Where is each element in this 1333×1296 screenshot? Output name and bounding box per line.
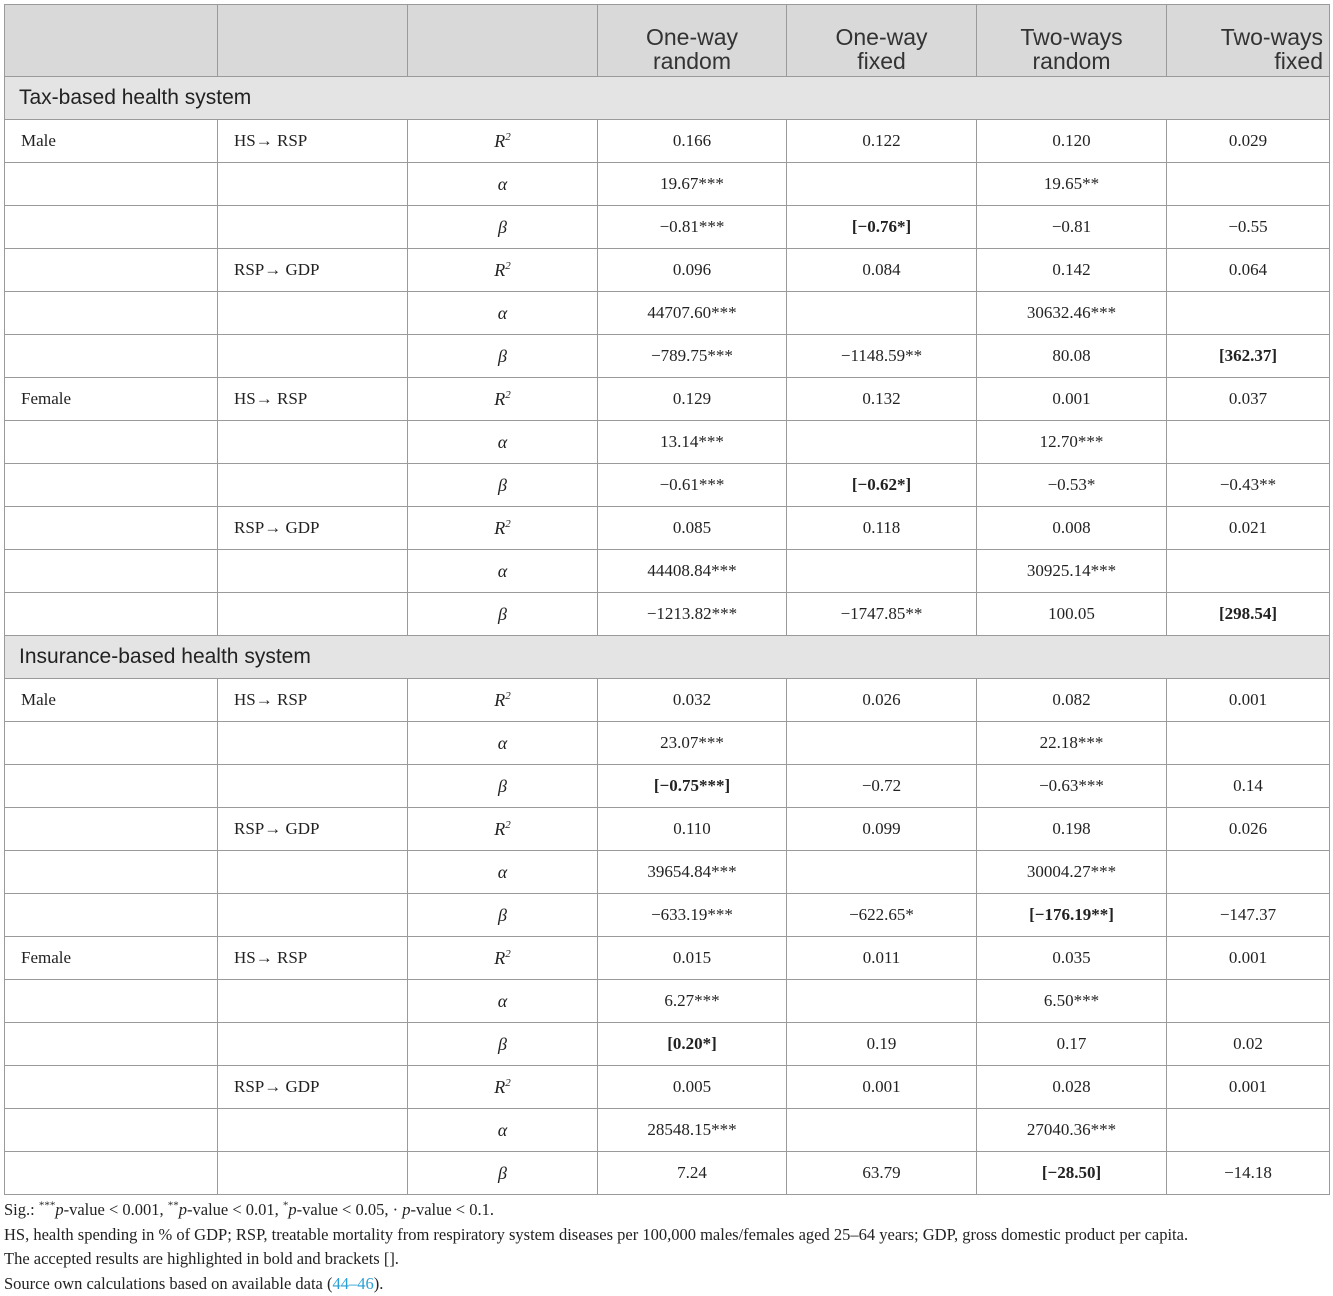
two-ways-fixed-cell [1167,1109,1330,1152]
statistic-cell [408,937,598,980]
one-way-fixed-cell: −622.65* [787,894,977,937]
table-row [5,1023,1330,1066]
statistic-cell [408,421,598,464]
one-way-fixed-cell [787,550,977,593]
two-ways-fixed-cell: −0.55 [1167,206,1330,249]
section-title: Insurance-based health system [5,636,1330,679]
statistic-symbol: R [494,689,506,710]
two-ways-random-cell: 22.18*** [977,722,1167,765]
group-cell [5,335,218,378]
statistic-symbol: R [494,1076,506,1097]
two-ways-fixed-cell: 0.037 [1167,378,1330,421]
statistic-symbol: β [498,345,507,366]
two-ways-fixed-cell: 0.001 [1167,679,1330,722]
statistic-superscript: 2 [505,947,511,960]
statistic-superscript: 2 [505,259,511,272]
two-ways-random-cell: 12.70*** [977,421,1167,464]
group-cell [5,550,218,593]
group-cell [5,894,218,937]
group-cell [5,1109,218,1152]
statistic-symbol: α [497,431,508,452]
group-cell [5,593,218,636]
one-way-fixed-cell: −1747.85** [787,593,977,636]
table-row [5,894,1330,937]
two-ways-random-cell: [−28.50] [977,1152,1167,1195]
one-way-random-cell: [0.20*] [598,1023,787,1066]
header-row [5,5,1330,77]
one-way-fixed-cell: 0.001 [787,1066,977,1109]
header-empty-1 [5,5,218,77]
statistic-cell [408,1066,598,1109]
two-ways-fixed-cell: −147.37 [1167,894,1330,937]
statistic-symbol: α [497,173,508,194]
one-way-fixed-cell: 0.084 [787,249,977,292]
two-ways-random-cell: 0.120 [977,120,1167,163]
model-cell: HS→ RSP [218,378,408,421]
section-title: Tax-based health system [5,77,1330,120]
group-cell [5,249,218,292]
statistic-symbol: α [497,732,508,753]
table-row [5,980,1330,1023]
two-ways-fixed-cell [1167,292,1330,335]
model-cell [218,292,408,335]
two-ways-random-cell: −0.63*** [977,765,1167,808]
reference-link[interactable]: 44–46 [332,1273,374,1293]
statistic-cell [408,120,598,163]
group-cell: Male [5,120,218,163]
results-table [4,4,1330,1195]
results-table-container [4,4,1329,1195]
model-cell [218,335,408,378]
two-ways-random-cell: [−176.19**] [977,894,1167,937]
model-cell [218,593,408,636]
group-cell: Male [5,679,218,722]
two-ways-random-cell: 19.65** [977,163,1167,206]
one-way-random-cell: 0.032 [598,679,787,722]
table-row [5,550,1330,593]
one-way-fixed-cell: 0.132 [787,378,977,421]
model-cell [218,980,408,1023]
footnote-source: Source own calculations based on available data (44–46). [4,1273,384,1293]
one-way-fixed-cell: 0.19 [787,1023,977,1066]
header-empty-3 [408,5,598,77]
group-cell [5,421,218,464]
one-way-random-cell: 0.096 [598,249,787,292]
statistic-symbol: β [498,1033,507,1054]
model-cell [218,851,408,894]
one-way-random-cell: 0.166 [598,120,787,163]
two-ways-random-cell: 0.198 [977,808,1167,851]
table-row [5,292,1330,335]
table-row [5,378,1330,421]
two-ways-fixed-cell: [298.54] [1167,593,1330,636]
two-ways-random-cell: 0.001 [977,378,1167,421]
two-ways-random-cell: 80.08 [977,335,1167,378]
statistic-symbol: α [497,990,508,1011]
statistic-cell [408,249,598,292]
statistic-superscript: 2 [505,1076,511,1089]
two-ways-fixed-cell: 0.021 [1167,507,1330,550]
table-row [5,464,1330,507]
two-ways-fixed-cell: 0.064 [1167,249,1330,292]
two-ways-fixed-cell [1167,421,1330,464]
two-ways-fixed-cell [1167,851,1330,894]
statistic-symbol: β [498,474,507,495]
one-way-random-cell: −0.61*** [598,464,787,507]
statistic-superscript: 2 [505,388,511,401]
statistic-cell [408,765,598,808]
two-ways-random-cell: 30004.27*** [977,851,1167,894]
two-ways-random-cell: 0.035 [977,937,1167,980]
group-cell: Female [5,937,218,980]
two-ways-fixed-cell: [362.37] [1167,335,1330,378]
header-one-way-random: One-way random [598,5,787,77]
model-cell: HS→ RSP [218,679,408,722]
table-row [5,249,1330,292]
statistic-symbol: R [494,947,506,968]
model-cell: HS→ RSP [218,120,408,163]
two-ways-random-cell: −0.81 [977,206,1167,249]
one-way-fixed-cell [787,292,977,335]
model-cell [218,1023,408,1066]
footnote-accepted: The accepted results are highlighted in bold and brackets []. [4,1249,399,1268]
statistic-symbol: R [494,517,506,538]
one-way-fixed-cell: [−0.76*] [787,206,977,249]
one-way-random-cell: 23.07*** [598,722,787,765]
statistic-symbol: α [497,1119,508,1140]
statistic-cell [408,550,598,593]
two-ways-fixed-cell: −0.43** [1167,464,1330,507]
statistic-cell [408,851,598,894]
table-row [5,421,1330,464]
one-way-fixed-cell [787,722,977,765]
one-way-fixed-cell: −1148.59** [787,335,977,378]
two-ways-random-cell: 27040.36*** [977,1109,1167,1152]
model-cell [218,1152,408,1195]
group-cell: Female [5,378,218,421]
statistic-cell [408,464,598,507]
table-footnotes [4,1198,1329,1296]
table-row [5,808,1330,851]
one-way-random-cell: 39654.84*** [598,851,787,894]
one-way-random-cell: 13.14*** [598,421,787,464]
statistic-cell [408,1023,598,1066]
table-row [5,1109,1330,1152]
one-way-random-cell: 0.015 [598,937,787,980]
model-cell: RSP→ GDP [218,1066,408,1109]
group-cell [5,1066,218,1109]
footnote-abbreviations: HS, health spending in % of GDP; RSP, treatable mortality from respiratory system diseases per 100,000 males/females aged 25–64 years; GDP, gross domestic product per capita. [4,1224,1189,1244]
statistic-symbol: β [498,216,507,237]
two-ways-fixed-cell [1167,722,1330,765]
group-cell [5,808,218,851]
one-way-random-cell: 6.27*** [598,980,787,1023]
statistic-cell [408,1109,598,1152]
two-ways-random-cell: 0.082 [977,679,1167,722]
statistic-symbol: R [494,130,506,151]
one-way-fixed-cell [787,1109,977,1152]
model-cell [218,464,408,507]
one-way-random-cell: 0.085 [598,507,787,550]
two-ways-random-cell: 100.05 [977,593,1167,636]
two-ways-fixed-cell [1167,550,1330,593]
one-way-random-cell: 0.005 [598,1066,787,1109]
model-cell: RSP→ GDP [218,507,408,550]
table-row [5,1066,1330,1109]
two-ways-random-cell: 6.50*** [977,980,1167,1023]
two-ways-random-cell: 0.142 [977,249,1167,292]
statistic-cell [408,206,598,249]
two-ways-fixed-cell [1167,980,1330,1023]
group-cell [5,464,218,507]
table-row [5,1152,1330,1195]
two-ways-random-cell: 30925.14*** [977,550,1167,593]
group-cell [5,1152,218,1195]
statistic-symbol: β [498,603,507,624]
header-two-ways-fixed: Two-ways fixed [1167,5,1330,77]
statistic-superscript: 2 [505,517,511,530]
statistic-symbol: α [497,861,508,882]
statistic-cell [408,292,598,335]
statistic-cell [408,593,598,636]
header-empty-2 [218,5,408,77]
statistic-symbol: β [498,775,507,796]
statistic-cell [408,1152,598,1195]
statistic-cell [408,980,598,1023]
two-ways-random-cell: 0.028 [977,1066,1167,1109]
two-ways-fixed-cell [1167,163,1330,206]
two-ways-random-cell: 30632.46*** [977,292,1167,335]
statistic-symbol: β [498,904,507,925]
table-row [5,163,1330,206]
one-way-random-cell: −633.19*** [598,894,787,937]
section-row [5,77,1330,120]
statistic-cell [408,378,598,421]
two-ways-fixed-cell: 0.029 [1167,120,1330,163]
model-cell [218,765,408,808]
one-way-fixed-cell [787,851,977,894]
two-ways-random-cell: 0.008 [977,507,1167,550]
statistic-symbol: α [497,302,508,323]
statistic-superscript: 2 [505,130,511,143]
group-cell [5,292,218,335]
one-way-fixed-cell [787,980,977,1023]
table-row [5,335,1330,378]
model-cell: RSP→ GDP [218,808,408,851]
statistic-symbol: R [494,388,506,409]
one-way-fixed-cell: 63.79 [787,1152,977,1195]
table-row [5,120,1330,163]
group-cell [5,1023,218,1066]
two-ways-fixed-cell: 0.14 [1167,765,1330,808]
one-way-random-cell: 44408.84*** [598,550,787,593]
two-ways-fixed-cell: 0.001 [1167,937,1330,980]
model-cell: HS→ RSP [218,937,408,980]
one-way-random-cell: [−0.75***] [598,765,787,808]
model-cell [218,163,408,206]
one-way-random-cell: 0.110 [598,808,787,851]
group-cell [5,206,218,249]
table-row [5,206,1330,249]
statistic-cell [408,894,598,937]
one-way-fixed-cell: −0.72 [787,765,977,808]
one-way-random-cell: 19.67*** [598,163,787,206]
model-cell [218,550,408,593]
table-row [5,765,1330,808]
one-way-fixed-cell [787,421,977,464]
one-way-random-cell: 0.129 [598,378,787,421]
one-way-fixed-cell: 0.118 [787,507,977,550]
table-row [5,679,1330,722]
statistic-symbol: α [497,560,508,581]
two-ways-random-cell: 0.17 [977,1023,1167,1066]
two-ways-fixed-cell: 0.026 [1167,808,1330,851]
one-way-random-cell: −0.81*** [598,206,787,249]
two-ways-random-cell: −0.53* [977,464,1167,507]
two-ways-fixed-cell: −14.18 [1167,1152,1330,1195]
footnote-significance: Sig.: ***p-value < 0.001, **p-value < 0.01, *p-value < 0.05, · p-value < 0.1. [4,1199,494,1219]
section-row [5,636,1330,679]
model-cell [218,1109,408,1152]
table-row [5,937,1330,980]
group-cell [5,765,218,808]
statistic-cell [408,679,598,722]
one-way-random-cell: 44707.60*** [598,292,787,335]
statistic-cell [408,808,598,851]
group-cell [5,722,218,765]
two-ways-fixed-cell: 0.001 [1167,1066,1330,1109]
header-two-ways-random: Two-ways random [977,5,1167,77]
model-cell: RSP→ GDP [218,249,408,292]
statistic-superscript: 2 [505,818,511,831]
statistic-cell [408,507,598,550]
model-cell [218,722,408,765]
statistic-cell [408,722,598,765]
model-cell [218,894,408,937]
results-table-body [5,77,1330,1195]
statistic-cell [408,163,598,206]
table-row [5,851,1330,894]
one-way-random-cell: −789.75*** [598,335,787,378]
one-way-random-cell: 7.24 [598,1152,787,1195]
statistic-superscript: 2 [505,689,511,702]
group-cell [5,851,218,894]
one-way-random-cell: −1213.82*** [598,593,787,636]
two-ways-fixed-cell: 0.02 [1167,1023,1330,1066]
one-way-random-cell: 28548.15*** [598,1109,787,1152]
one-way-fixed-cell [787,163,977,206]
header-one-way-fixed: One-way fixed [787,5,977,77]
model-cell [218,206,408,249]
one-way-fixed-cell: 0.026 [787,679,977,722]
statistic-symbol: R [494,259,506,280]
statistic-cell [408,335,598,378]
group-cell [5,980,218,1023]
table-row [5,722,1330,765]
one-way-fixed-cell: 0.122 [787,120,977,163]
one-way-fixed-cell: 0.099 [787,808,977,851]
one-way-fixed-cell: 0.011 [787,937,977,980]
group-cell [5,507,218,550]
one-way-fixed-cell: [−0.62*] [787,464,977,507]
table-row [5,593,1330,636]
model-cell [218,421,408,464]
statistic-symbol: β [498,1162,507,1183]
table-row [5,507,1330,550]
group-cell [5,163,218,206]
statistic-symbol: R [494,818,506,839]
